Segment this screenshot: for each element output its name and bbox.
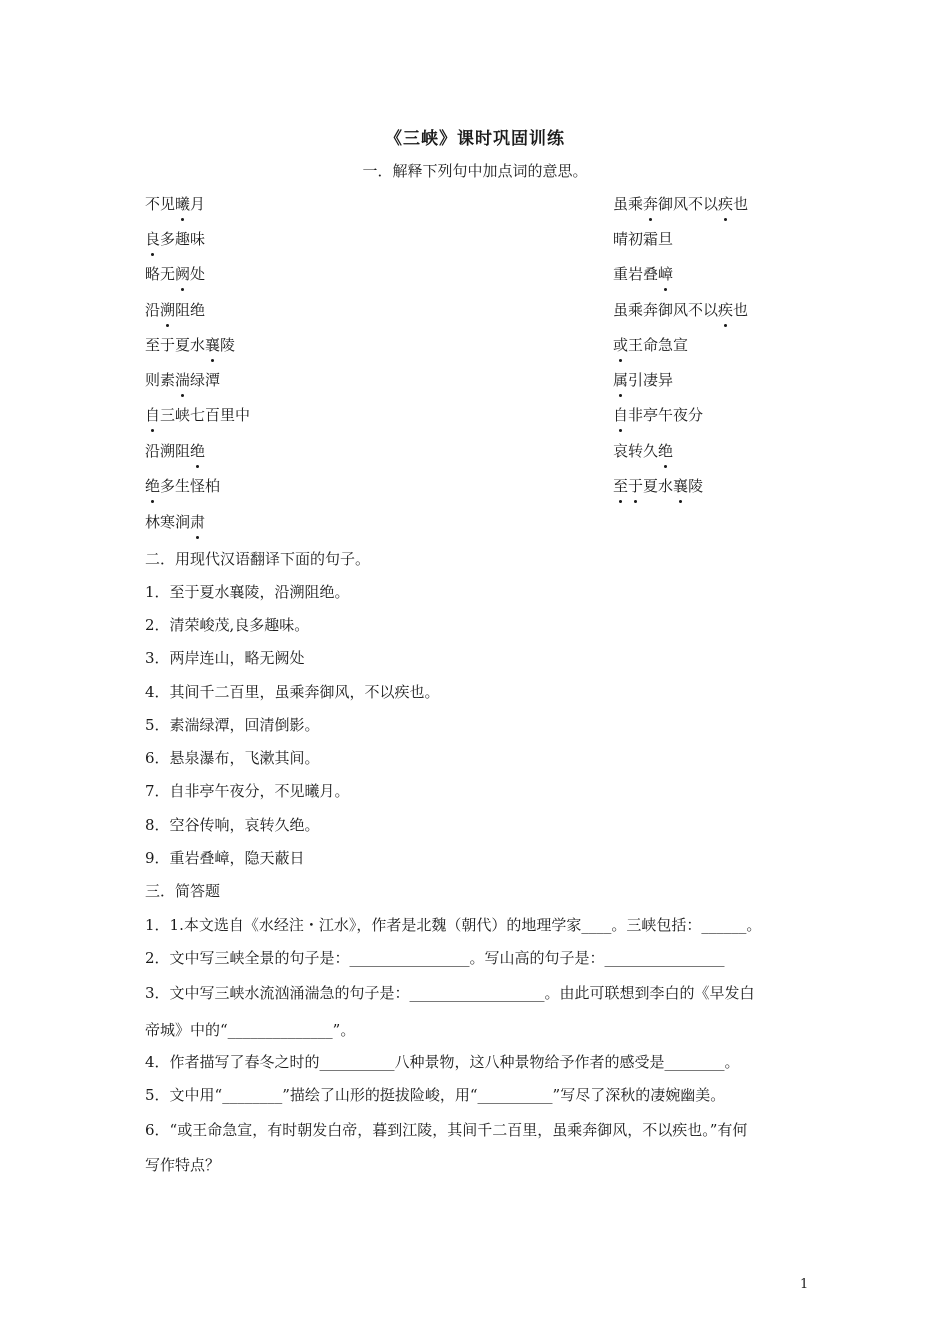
translation-item: 4．其间千二百里，虽乘奔御风，不以疾也。 [145,683,440,701]
question-line: 5．文中用“________”描绘了山形的挺拔险峻，用“__________”写尽了深秋的凄婉幽美。 [145,1086,726,1104]
question-line: 4．作者描写了春冬之时的__________八种景物，这八种景物给予作者的感受是________。 [145,1053,740,1071]
vocab-item: 自非亭午夜分 [613,406,704,424]
vocab-item: 沿溯阻绝 [145,301,206,319]
vocab-item: 至于夏水襄陵 [145,336,236,354]
question-line: 2．文中写三峡全景的句子是：________________。写山高的句子是：________________ [145,949,725,967]
section2-heading: 二．用现代汉语翻译下面的句子。 [145,550,371,568]
translation-item: 2．清荣峻茂,良多趣味。 [145,616,310,634]
translation-item: 1．至于夏水襄陵，沿溯阻绝。 [145,583,350,601]
section3-heading: 三．简答题 [145,882,221,900]
translation-item: 6．悬泉瀑布，飞漱其间。 [145,749,320,767]
translation-item: 8．空谷传响，哀转久绝。 [145,816,320,834]
vocab-item: 良多趣味 [145,230,206,248]
translation-item: 7．自非亭午夜分，不见曦月。 [145,782,350,800]
vocab-item: 不见曦月 [145,195,206,213]
vocab-item: 哀转久绝 [613,442,674,460]
question-line: 写作特点？ [145,1156,221,1174]
vocab-item: 虽乘奔御风不以疾也 [613,301,749,319]
vocab-item: 绝多生怪柏 [145,477,221,495]
section1-heading: 一．解释下列句中加点词的意思。 [362,162,588,180]
vocab-item: 自三峡七百里中 [145,406,251,424]
question-line: 帝城》中的“______________”。 [145,1021,356,1039]
page-title: 《三峡》课时巩固训练 [385,129,565,149]
question-line: 6．“或王命急宣，有时朝发白帝，暮到江陵，其间千二百里，虽乘奔御风，不以疾也。”有何 [145,1121,748,1139]
translation-item: 5．素湍绿潭，回清倒影。 [145,716,320,734]
vocab-item: 虽乘奔御风不以疾也 [613,195,749,213]
question-line: 1．1.本文选自《水经注・江水》，作者是北魏（朝代）的地理学家____。三峡包括：______。 [145,916,762,934]
vocab-item: 林寒涧肃 [145,513,206,531]
vocab-item: 属引凄异 [613,371,674,389]
vocab-item: 晴初霜旦 [613,230,674,248]
vocab-item: 沿溯阻绝 [145,442,206,460]
vocab-item: 或王命急宣 [613,336,689,354]
vocab-item: 重岩叠嶂 [613,265,674,283]
vocab-item: 略无阙处 [145,265,206,283]
translation-item: 3．两岸连山，略无阙处 [145,649,305,667]
page-number: 1 [800,1277,809,1292]
vocab-item: 则素湍绿潭 [145,371,221,389]
vocab-item: 至于夏水襄陵 [613,477,704,495]
translation-item: 9．重岩叠嶂，隐天蔽日 [145,849,305,867]
question-line: 3．文中写三峡水流汹涌湍急的句子是：__________________。由此可联想到李白的《早发白 [145,984,755,1002]
